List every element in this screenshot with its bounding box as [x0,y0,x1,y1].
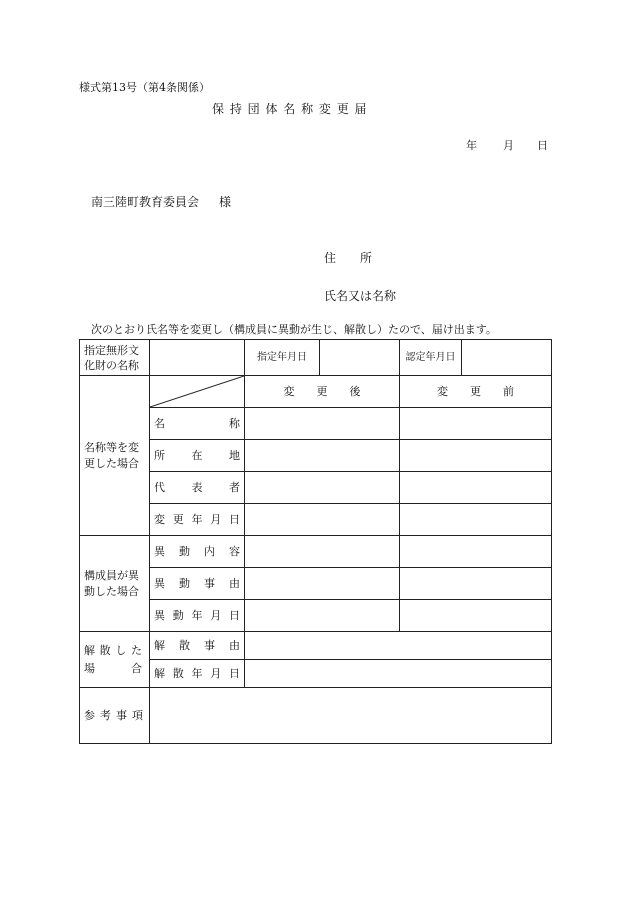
member-change-date-before-field[interactable] [400,600,552,632]
location-label: 所 在 地 [150,440,245,472]
member-change-content-before-field[interactable] [400,536,552,568]
member-change-content-after-field[interactable] [245,536,400,568]
intro-text: 次のとおり氏名等を変更し（構成員に異動が生じ、解散し）たので、届け出ます。 [91,323,497,336]
name-before-field[interactable] [400,408,552,440]
dissolution-date-row [80,660,552,688]
applicant-address-label: 住 所 [324,251,373,265]
name-row [80,408,552,440]
change-date-row [80,504,552,536]
column-header-row [80,376,552,408]
name-label: 名 称 [150,408,245,440]
designation-date-field[interactable] [320,340,400,376]
certification-date-field[interactable] [462,340,552,376]
member-change-date-row [80,600,552,632]
representative-row [80,472,552,504]
change-date-label: 変更年月日 [150,504,245,536]
header-after-change: 変 更 後 [245,376,400,408]
remarks-field[interactable] [150,688,552,744]
location-before-field[interactable] [400,440,552,472]
addressee-honorific: 様 [219,195,232,209]
addressee-name: 南三陸町教育委員会 [91,195,200,209]
certification-date-label: 認定年月日 [400,340,462,376]
form-number: 様式第13号（第4条関係） [79,81,210,94]
change-notification-table [79,339,552,744]
member-change-reason-after-field[interactable] [245,568,400,600]
representative-before-field[interactable] [400,472,552,504]
dissolution-group-label: 解散した場合 [80,632,150,688]
name-change-group-label: 名称等を変更した場合 [80,376,150,536]
remarks-row [80,688,552,744]
representative-after-field[interactable] [245,472,400,504]
form-title: 保 持 団 体 名 称 変 更 届 [212,102,368,116]
representative-label: 代 表 者 [150,472,245,504]
member-change-date-after-field[interactable] [245,600,400,632]
change-date-after-field[interactable] [245,504,400,536]
property-name-field[interactable] [150,340,245,376]
date-day-label: 日 [537,139,548,152]
date-year-label: 年 [466,139,477,152]
remarks-label: 参考事項 [80,688,150,744]
member-change-date-label: 異動年月日 [150,600,245,632]
diagonal-line [150,376,244,407]
location-row [80,440,552,472]
property-row [80,340,552,376]
dissolution-date-field[interactable] [245,660,552,688]
dissolution-reason-field[interactable] [245,632,552,660]
header-before-change: 変 更 前 [400,376,552,408]
designation-date-label: 指定年月日 [245,340,320,376]
name-after-field[interactable] [245,408,400,440]
member-change-reason-label: 異動事由 [150,568,245,600]
dissolution-date-label: 解散年月日 [150,660,245,688]
member-change-group-label: 構成員が異動した場合 [80,536,150,632]
member-change-reason-row [80,568,552,600]
dissolution-reason-row [80,632,552,660]
property-name-label: 指定無形文化財の名称 [80,340,150,376]
member-change-content-row [80,536,552,568]
location-after-field[interactable] [245,440,400,472]
member-change-reason-before-field[interactable] [400,568,552,600]
diagonal-header-cell [150,376,245,408]
change-date-before-field[interactable] [400,504,552,536]
dissolution-reason-label: 解散事由 [150,632,245,660]
date-month-label: 月 [503,139,514,152]
member-change-content-label: 異動内容 [150,536,245,568]
applicant-name-label: 氏名又は名称 [324,289,397,303]
